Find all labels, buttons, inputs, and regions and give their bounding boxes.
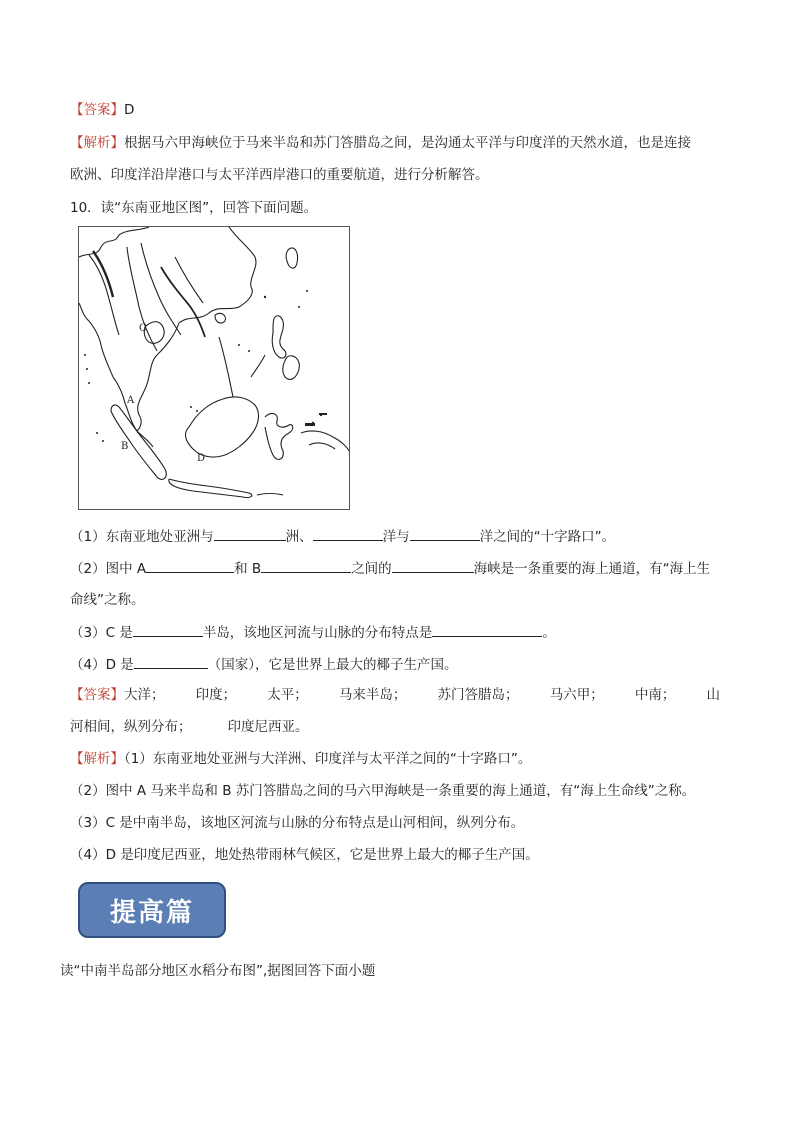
blank-3[interactable] <box>410 526 480 541</box>
q10-sub4: （4）D 是 （国家），它是世界上最大的椰子生产国。 <box>70 654 458 675</box>
southeast-asia-map <box>78 226 350 510</box>
map-label-b: B <box>121 441 129 452</box>
q9-analysis-line2: 欧洲、印度洋沿岸港口与太平洋西岸港口的重要航道，进行分析解答。 <box>70 167 489 183</box>
answer-item: 中南； <box>634 687 676 703</box>
q10-stem: 10．读“东南亚地区图”，回答下面问题。 <box>70 200 318 216</box>
q10-analysis-3: （3）C 是中南半岛，该地区河流与山脉的分布特点是山河相间，纵列分布。 <box>70 815 525 831</box>
analysis-tag: 【解析】 <box>70 135 124 151</box>
q10-analysis-1: 【解析】（1）东南亚地处亚洲与大洋洲、印度洋与太平洋之间的“十字路口”。 <box>70 751 532 767</box>
answer-item: 印度； <box>195 687 237 703</box>
answer-item: 山 <box>706 687 720 703</box>
q10-sub2: （2）图中 A 和 B 之间的 海峡是一条重要的海上通道，有“海上生 <box>70 558 710 579</box>
answer-item: 马六甲； <box>549 687 604 703</box>
advanced-section-button[interactable] <box>78 882 226 938</box>
q10-sub3: （3）C 是 半岛，该地区河流与山脉的分布特点是 。 <box>70 622 556 643</box>
advanced-section-label: 提高篇 <box>109 897 194 928</box>
answer-item: 太平； <box>267 687 308 703</box>
blank-4[interactable] <box>146 558 234 573</box>
q10-answer-line2: 河相间，纵列分布； 印度尼西亚。 <box>70 719 309 735</box>
map-label-a: A <box>127 395 135 406</box>
map-drawing <box>79 227 349 509</box>
map-label-c: C <box>139 323 147 334</box>
blank-7[interactable] <box>133 622 203 637</box>
answer-item: 苏门答腊岛； <box>437 687 519 703</box>
analysis-text: 根据马六甲海峡位于马来半岛和苏门答腊岛之间，是沟通太平洋与印度洋的天然水道，也是连接 <box>124 135 691 151</box>
blank-2[interactable] <box>313 526 383 541</box>
answer-value: D <box>124 102 135 118</box>
q9-answer <box>70 100 134 120</box>
blank-5[interactable] <box>261 558 351 573</box>
q9-analysis-line1 <box>70 133 691 153</box>
q10-analysis-4: （4）D 是印度尼西亚，地处热带雨林气候区，它是世界上最大的椰子生产国。 <box>70 847 539 863</box>
q10-analysis-2: （2）图中 A 马来半岛和 B 苏门答腊岛之间的马六甲海峡是一条重要的海上通道，有“海上生命线”之称。 <box>70 783 696 799</box>
blank-6[interactable] <box>392 558 474 573</box>
blank-9[interactable] <box>134 654 208 669</box>
map-label-d: D <box>197 453 206 464</box>
answer-tag: 【答案】 <box>70 102 124 118</box>
q10-answer-row <box>70 685 720 705</box>
blank-8[interactable] <box>432 622 542 637</box>
q10-sub1: （1）东南亚地处亚洲与 洲、 洋与 洋之间的“十字路口”。 <box>70 526 615 547</box>
answer-item: 【答案】大洋； <box>70 687 165 703</box>
answer-item: 马来半岛； <box>338 687 407 703</box>
analysis-tag: 【解析】 <box>70 751 124 767</box>
blank-1[interactable] <box>214 526 286 541</box>
advanced-intro: 读“中南半岛部分地区水稻分布图”,据图回答下面小题 <box>60 963 376 979</box>
q10-sub2-line2: 命线”之称。 <box>70 592 145 608</box>
